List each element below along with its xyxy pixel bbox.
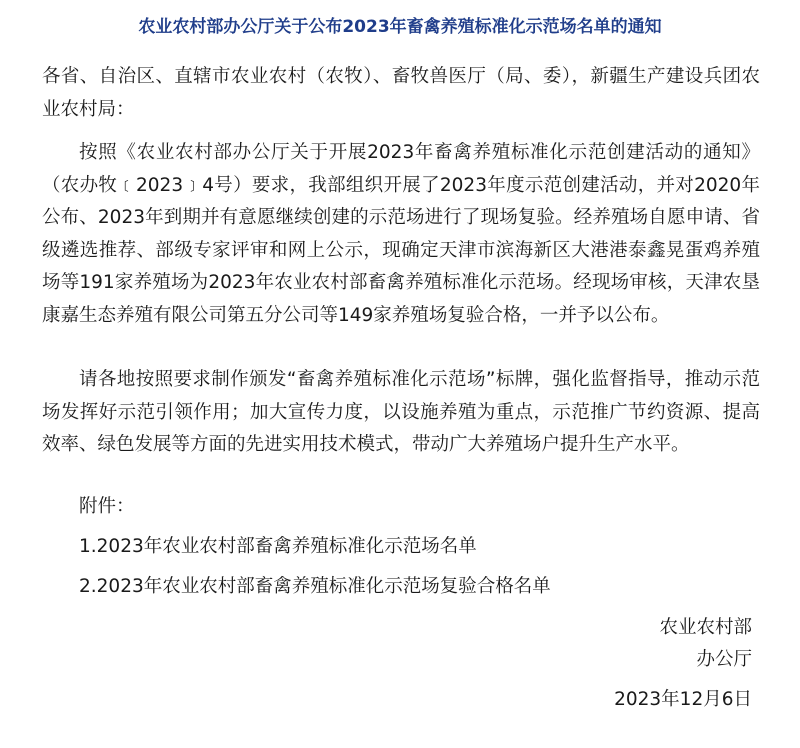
signature-date: 2023年12月6日: [614, 689, 752, 710]
attachment-item-2: 2.2023年农业农村部畜禽养殖标准化示范场复验合格名单: [79, 576, 551, 597]
attachments-heading: 附件：: [79, 496, 135, 517]
signature-office: 办公厅: [696, 649, 752, 670]
salutation: 各省、自治区、直辖市农业农村（农牧）、畜牧兽医厅（局、委），新疆生产建设兵团农业农村局：: [42, 66, 760, 120]
body-paragraph-2: 请各地按照要求制作颁发“畜禽养殖标准化示范场”标牌，强化监督指导，推动示范场发挥好示范引领作用；加大宣传力度，以设施养殖为重点，示范推广节约资源、提高效率、绿色发展等方面的先进实用技术模式，带动广大养殖场户提升生产水平。: [42, 369, 760, 455]
attachment-item-1: 1.2023年农业农村部畜禽养殖标准化示范场名单: [79, 536, 477, 557]
body-paragraph-1: 按照《农业农村部办公厅关于开展2023年畜禽养殖标准化示范创建活动的通知》（农办牧﹝2023﹞4号）要求，我部组织开展了2023年度示范创建活动，并对2020年公布、2023年到期并有意愿继续创建的示范场进行了现场复验。经养殖场自愿申请、省级遴选推荐、部级专家评审和网上公示，现确定天津市滨海新区大港港泰鑫晃蛋鸡养殖场等191家养殖场为2023年农业农村部畜禽养殖标准化示范场。经现场审核，天津农垦康嘉生态养殖有限公司第五分公司等149家养殖场复验合格，一并予以公布。: [42, 142, 760, 326]
signature-organization: 农业农村部: [659, 617, 752, 638]
document-title: 农业农村部办公厅关于公布2023年畜禽养殖标准化示范场名单的通知: [138, 17, 662, 37]
